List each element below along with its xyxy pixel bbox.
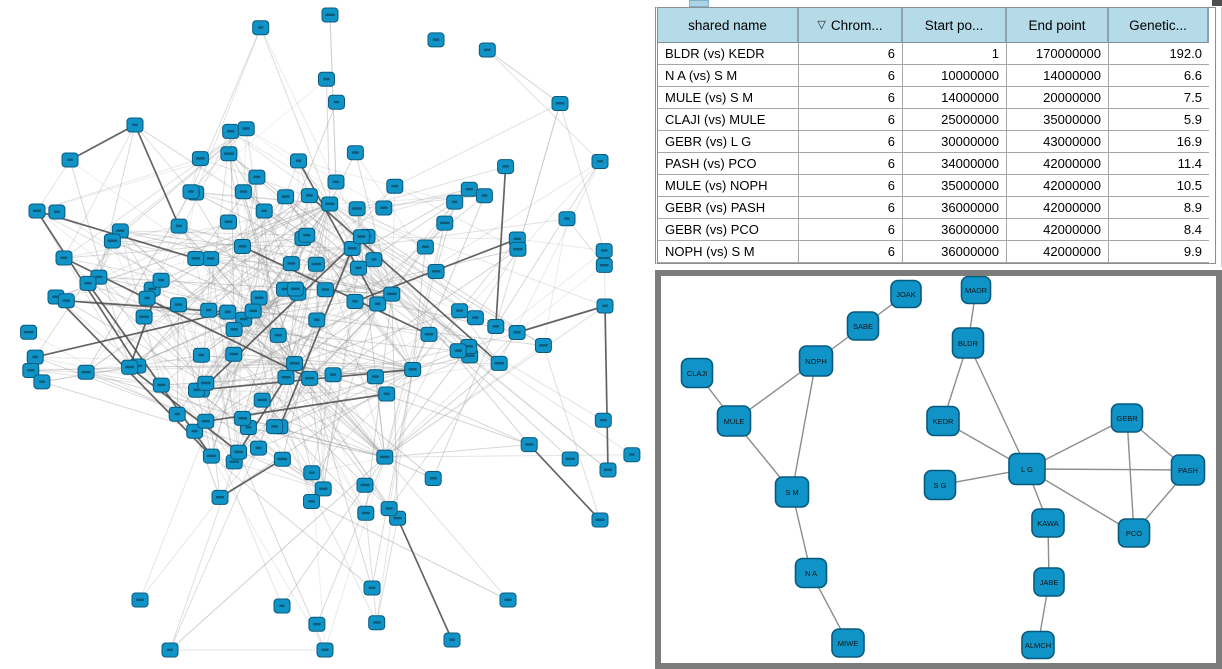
graph-node[interactable] <box>220 305 236 319</box>
node-label: KEDR <box>932 416 954 426</box>
graph-node[interactable] <box>467 311 483 325</box>
column-header-chrom-[interactable] <box>799 8 903 43</box>
graph-edge[interactable] <box>385 455 632 457</box>
graph-node[interactable] <box>27 350 43 364</box>
network-node-ALMCH[interactable] <box>1022 632 1054 659</box>
graph-node[interactable] <box>80 276 96 290</box>
network-node-CLAJI[interactable] <box>682 359 713 388</box>
table-cell[interactable]: 6 <box>799 109 903 131</box>
graph-node[interactable] <box>596 258 612 272</box>
table-cell[interactable]: 16.9 <box>1109 131 1209 153</box>
graph-node[interactable] <box>498 160 514 174</box>
table-scrollbar-gutter[interactable] <box>1216 7 1222 267</box>
graph-node[interactable] <box>104 234 120 248</box>
network-node-MIWE[interactable] <box>832 629 864 657</box>
node-label: BLDR <box>957 338 979 348</box>
graph-node[interactable] <box>291 154 307 168</box>
graph-node[interactable] <box>58 294 74 308</box>
graph-node[interactable] <box>592 513 608 527</box>
table-cell[interactable]: 9.9 <box>1109 241 1209 263</box>
graph-node[interactable] <box>476 189 492 203</box>
graph-node[interactable] <box>78 365 94 379</box>
graph-edge[interactable] <box>170 457 385 650</box>
network-node-PASH[interactable] <box>1172 455 1205 485</box>
graph-edge[interactable] <box>487 50 560 104</box>
node-label: ALMCH <box>1024 640 1052 650</box>
graph-node[interactable] <box>387 179 403 193</box>
network-node-KEDR[interactable] <box>927 407 959 436</box>
graph-edge[interactable] <box>37 160 70 211</box>
graph-node[interactable] <box>328 175 344 189</box>
graph-node[interactable] <box>347 295 363 309</box>
graph-edge[interactable] <box>487 50 600 162</box>
graph-node[interactable] <box>317 643 333 657</box>
edge-table <box>655 7 1216 264</box>
table-cell[interactable]: 42000000 <box>1007 153 1109 175</box>
graph-node[interactable] <box>509 326 525 340</box>
table-cell[interactable]: 6.6 <box>1109 65 1209 87</box>
node-label: MADR <box>964 285 988 295</box>
graph-node[interactable] <box>559 212 575 226</box>
graph-node[interactable] <box>127 118 143 132</box>
graph-node[interactable] <box>308 257 324 271</box>
table-cell[interactable]: 192.0 <box>1109 43 1209 65</box>
table-cell[interactable]: 36000000 <box>903 241 1007 263</box>
graph-node[interactable] <box>122 360 138 374</box>
table-cell[interactable]: 6 <box>799 175 903 197</box>
graph-node[interactable] <box>274 452 290 466</box>
graph-node[interactable] <box>592 155 608 169</box>
table-cell[interactable]: PASH (vs) PCO <box>658 153 799 175</box>
table-cell[interactable]: 5.9 <box>1109 109 1209 131</box>
graph-node[interactable] <box>552 97 568 111</box>
graph-node[interactable] <box>254 393 270 407</box>
graph-node[interactable] <box>535 339 551 353</box>
graph-node[interactable] <box>253 21 269 35</box>
graph-node[interactable] <box>302 371 318 385</box>
column-header-shared-name[interactable] <box>658 8 799 43</box>
graph-node[interactable] <box>256 204 272 218</box>
graph-node[interactable] <box>405 363 421 377</box>
table-cell[interactable]: 42000000 <box>1007 175 1109 197</box>
node-label: MULE <box>723 416 745 426</box>
graph-node[interactable] <box>370 297 386 311</box>
graph-node[interactable] <box>192 152 208 166</box>
table-cell[interactable]: 6 <box>799 131 903 153</box>
graph-node[interactable] <box>171 219 187 233</box>
graph-node[interactable] <box>169 407 185 421</box>
graph-node[interactable] <box>376 201 392 215</box>
table-cell[interactable]: MULE (vs) S M <box>658 87 799 109</box>
graph-node[interactable] <box>425 472 441 486</box>
graph-node[interactable] <box>461 182 477 196</box>
node-label: NOPH <box>805 356 827 366</box>
table-cell[interactable]: 36000000 <box>903 219 1007 241</box>
graph-node[interactable] <box>153 378 169 392</box>
column-header-label: Chrom... <box>830 17 883 33</box>
table-cell[interactable]: 10.5 <box>1109 175 1209 197</box>
network-edge-LG-PASH[interactable] <box>1027 469 1188 470</box>
network-node-NOPH[interactable] <box>800 346 833 376</box>
graph-node[interactable] <box>379 387 395 401</box>
graph-node[interactable] <box>162 643 178 657</box>
graph-edge[interactable] <box>470 356 608 470</box>
table-cell[interactable]: NOPH (vs) S M <box>658 241 799 263</box>
graph-node[interactable] <box>270 328 286 342</box>
table-cell[interactable]: 42000000 <box>1007 197 1109 219</box>
table-cell[interactable]: 1 <box>903 43 1007 65</box>
graph-node[interactable] <box>367 370 383 384</box>
node-label: PCO <box>1125 528 1143 538</box>
node-label: CLAJI <box>686 368 708 378</box>
graph-node[interactable] <box>624 448 640 462</box>
network-node-MADR[interactable] <box>962 277 991 304</box>
graph-edge[interactable] <box>366 513 377 623</box>
graph-edge[interactable] <box>398 518 452 640</box>
node-label: SABE <box>852 321 874 331</box>
table-cell[interactable]: 8.9 <box>1109 197 1209 219</box>
graph-node[interactable] <box>235 185 251 199</box>
graph-node[interactable] <box>34 375 50 389</box>
scrollbar-corner-fragment <box>1212 0 1222 6</box>
table-cell[interactable]: MULE (vs) NOPH <box>658 175 799 197</box>
graph-node[interactable] <box>596 244 612 258</box>
graph-edge[interactable] <box>243 129 246 192</box>
graph-node[interactable] <box>357 478 373 492</box>
graph-node[interactable] <box>193 348 209 362</box>
graph-node[interactable] <box>287 282 303 296</box>
network-node-GEBR[interactable] <box>1112 404 1143 432</box>
graph-edge[interactable] <box>395 104 560 187</box>
graph-edge[interactable] <box>385 445 529 458</box>
table-cell[interactable]: 6 <box>799 65 903 87</box>
graph-node[interactable] <box>221 147 237 161</box>
graph-node[interactable] <box>322 197 338 211</box>
graph-node[interactable] <box>304 495 320 509</box>
table-cell[interactable]: 43000000 <box>1007 131 1109 153</box>
graph-node[interactable] <box>201 303 217 317</box>
graph-node[interactable] <box>132 593 148 607</box>
graph-edge[interactable] <box>135 125 179 226</box>
graph-node[interactable] <box>317 283 333 297</box>
table-cell[interactable]: 30000000 <box>903 131 1007 153</box>
table-cell[interactable]: 170000000 <box>1007 43 1109 65</box>
network-node-LG[interactable] <box>1009 454 1045 485</box>
column-header-label: Genetic... <box>1129 17 1187 33</box>
node-label: KAWA <box>1037 518 1059 528</box>
network-node-KAWA[interactable] <box>1032 509 1064 537</box>
node-label: L G <box>1021 464 1033 474</box>
graph-node[interactable] <box>450 344 466 358</box>
graph-node[interactable] <box>322 8 338 22</box>
graph-node[interactable] <box>369 616 385 630</box>
graph-node[interactable] <box>278 370 294 384</box>
graph-edge[interactable] <box>261 28 330 204</box>
graph-node[interactable] <box>251 291 267 305</box>
graph-edge[interactable] <box>385 363 499 457</box>
table-cell[interactable]: GEBR (vs) L G <box>658 131 799 153</box>
graph-node[interactable] <box>491 356 507 370</box>
graph-node[interactable] <box>171 298 187 312</box>
graph-node[interactable] <box>203 252 219 266</box>
graph-node[interactable] <box>479 43 495 57</box>
graph-node[interactable] <box>267 420 283 434</box>
graph-edge[interactable] <box>518 104 560 250</box>
graph-node[interactable] <box>309 313 325 327</box>
graph-node[interactable] <box>136 310 152 324</box>
graph-node[interactable] <box>183 185 199 199</box>
graph-node[interactable] <box>301 189 317 203</box>
graph-node[interactable] <box>351 261 367 275</box>
graph-node[interactable] <box>278 190 294 204</box>
graph-node[interactable] <box>223 124 239 138</box>
table-cell[interactable]: BLDR (vs) KEDR <box>658 43 799 65</box>
graph-node[interactable] <box>377 450 393 464</box>
table-cell[interactable]: 42000000 <box>1007 241 1109 263</box>
graph-edge[interactable] <box>170 452 239 650</box>
graph-node[interactable] <box>299 228 315 242</box>
table-cell[interactable]: 6 <box>799 197 903 219</box>
column-header-start-po-[interactable] <box>903 8 1007 43</box>
graph-node[interactable] <box>366 253 382 267</box>
graph-node[interactable] <box>347 146 363 160</box>
graph-node[interactable] <box>304 466 320 480</box>
graph-node[interactable] <box>203 449 219 463</box>
network-node-SABE[interactable] <box>848 312 879 340</box>
table-cell[interactable]: 6 <box>799 219 903 241</box>
table-cell[interactable]: 14000000 <box>903 87 1007 109</box>
graph-node[interactable] <box>349 202 365 216</box>
column-header-label: Start po... <box>924 17 984 33</box>
node-label: N A <box>804 568 818 578</box>
graph-node[interactable] <box>329 95 345 109</box>
graph-node[interactable] <box>234 240 250 254</box>
table-cell[interactable]: 35000000 <box>1007 109 1109 131</box>
graph-node[interactable] <box>221 215 237 229</box>
graph-node[interactable] <box>62 153 78 167</box>
column-header-label: End point <box>1028 17 1086 33</box>
graph-node[interactable] <box>510 242 526 256</box>
column-header-genetic-[interactable] <box>1109 8 1209 43</box>
graph-node[interactable] <box>198 376 214 390</box>
table-cell[interactable]: 10000000 <box>903 65 1007 87</box>
graph-node[interactable] <box>358 506 374 520</box>
network-edge-BLDR-LG[interactable] <box>968 343 1027 469</box>
column-header-label: shared name <box>688 17 767 33</box>
graph-node[interactable] <box>283 257 299 271</box>
graph-node[interactable] <box>139 291 155 305</box>
graph-node[interactable] <box>319 72 335 86</box>
table-cell[interactable]: GEBR (vs) PASH <box>658 197 799 219</box>
network-node-NA[interactable] <box>796 559 827 588</box>
graph-node[interactable] <box>249 170 265 184</box>
graph-node[interactable] <box>488 320 504 334</box>
graph-edge[interactable] <box>211 456 325 650</box>
table-cell[interactable]: 6 <box>799 241 903 263</box>
table-cell[interactable]: 34000000 <box>903 153 1007 175</box>
graph-node[interactable] <box>287 357 303 371</box>
graph-node[interactable] <box>325 368 341 382</box>
node-label: S G <box>933 480 947 490</box>
graph-node[interactable] <box>315 482 331 496</box>
table-tab-fragment[interactable] <box>689 0 709 7</box>
graph-node[interactable] <box>29 204 45 218</box>
graph-node[interactable] <box>231 445 247 459</box>
graph-node[interactable] <box>226 323 242 337</box>
graph-node[interactable] <box>600 463 616 477</box>
table-cell[interactable]: N A (vs) S M <box>658 65 799 87</box>
graph-node[interactable] <box>238 122 254 136</box>
table-cell[interactable]: 25000000 <box>903 109 1007 131</box>
table-cell[interactable]: 35000000 <box>903 175 1007 197</box>
column-header-end-point[interactable] <box>1007 8 1109 43</box>
table-cell[interactable]: 6 <box>799 87 903 109</box>
graph-edge[interactable] <box>543 346 600 521</box>
graph-node[interactable] <box>21 325 37 339</box>
graph-node[interactable] <box>521 438 537 452</box>
graph-edge[interactable] <box>605 306 608 470</box>
graph-node[interactable] <box>245 304 261 318</box>
graph-edge[interactable] <box>140 448 259 600</box>
graph-node[interactable] <box>309 617 325 631</box>
graph-node[interactable] <box>421 327 437 341</box>
graph-node[interactable] <box>444 633 460 647</box>
table-cell[interactable]: 6 <box>799 43 903 65</box>
graph-node[interactable] <box>49 205 65 219</box>
graph-edge[interactable] <box>517 306 605 333</box>
graph-node[interactable] <box>428 265 444 279</box>
graph-node[interactable] <box>364 581 380 595</box>
graph-node[interactable] <box>274 599 290 613</box>
graph-node[interactable] <box>251 441 267 455</box>
graph-node[interactable] <box>235 411 251 425</box>
graph-node[interactable] <box>452 304 468 318</box>
node-label: PASH <box>1178 465 1198 475</box>
node-label: JABE <box>1039 577 1059 587</box>
graph-node[interactable] <box>428 33 444 47</box>
graph-node[interactable] <box>56 251 72 265</box>
table-cell[interactable]: 6 <box>799 153 903 175</box>
node-label: S M <box>785 487 799 497</box>
graph-node[interactable] <box>381 502 397 516</box>
graph-node[interactable] <box>188 252 204 266</box>
graph-node[interactable] <box>198 414 214 428</box>
graph-edge[interactable] <box>37 159 200 211</box>
table-cell[interactable]: CLAJI (vs) MULE <box>658 109 799 131</box>
graph-node[interactable] <box>226 347 242 361</box>
graph-edge[interactable] <box>517 265 604 332</box>
graph-edge[interactable] <box>377 518 398 622</box>
network-node-PCO[interactable] <box>1119 519 1150 547</box>
node-label: GEBR <box>1116 413 1138 423</box>
selected-network-canvas[interactable] <box>661 276 1216 663</box>
network-node-BLDR[interactable] <box>953 328 984 358</box>
node-label: JOAK <box>896 289 916 299</box>
table-cell[interactable]: GEBR (vs) PCO <box>658 219 799 241</box>
graph-node[interactable] <box>597 299 613 313</box>
table-cell[interactable]: 8.4 <box>1109 219 1209 241</box>
table-cell[interactable]: 36000000 <box>903 197 1007 219</box>
node-label: MIWE <box>837 638 859 648</box>
graph-node[interactable] <box>353 230 369 244</box>
graph-node[interactable] <box>212 490 228 504</box>
graph-edge[interactable] <box>299 161 455 202</box>
network-node-SM[interactable] <box>776 477 809 507</box>
graph-edge[interactable] <box>211 456 372 588</box>
graph-node[interactable] <box>384 287 400 301</box>
table-cell[interactable]: 7.5 <box>1109 87 1209 109</box>
network-node-JABE[interactable] <box>1034 568 1064 596</box>
table-cell[interactable]: 14000000 <box>1007 65 1109 87</box>
edge-attribute-table-panel <box>655 0 1222 268</box>
table-cell[interactable]: 11.4 <box>1109 153 1209 175</box>
graph-node[interactable] <box>500 593 516 607</box>
graph-node[interactable] <box>595 413 611 427</box>
table-cell[interactable]: 42000000 <box>1007 219 1109 241</box>
graph-node[interactable] <box>447 195 463 209</box>
graph-node[interactable] <box>437 216 453 230</box>
table-cell[interactable]: 20000000 <box>1007 87 1109 109</box>
filter-funnel-icon[interactable]: ▽ <box>817 18 826 31</box>
network-edge-GEBR-PCO[interactable] <box>1127 418 1134 533</box>
network-edge-NOPH-SM[interactable] <box>792 361 816 492</box>
graph-edge[interactable] <box>385 457 508 600</box>
graph-node[interactable] <box>562 452 578 466</box>
graph-node[interactable] <box>153 273 169 287</box>
network-node-SG[interactable] <box>925 471 956 500</box>
network-node-JOAK[interactable] <box>891 281 921 308</box>
network-view-selected[interactable] <box>655 270 1222 669</box>
graph-node[interactable] <box>417 240 433 254</box>
network-node-MULE[interactable] <box>718 406 751 436</box>
